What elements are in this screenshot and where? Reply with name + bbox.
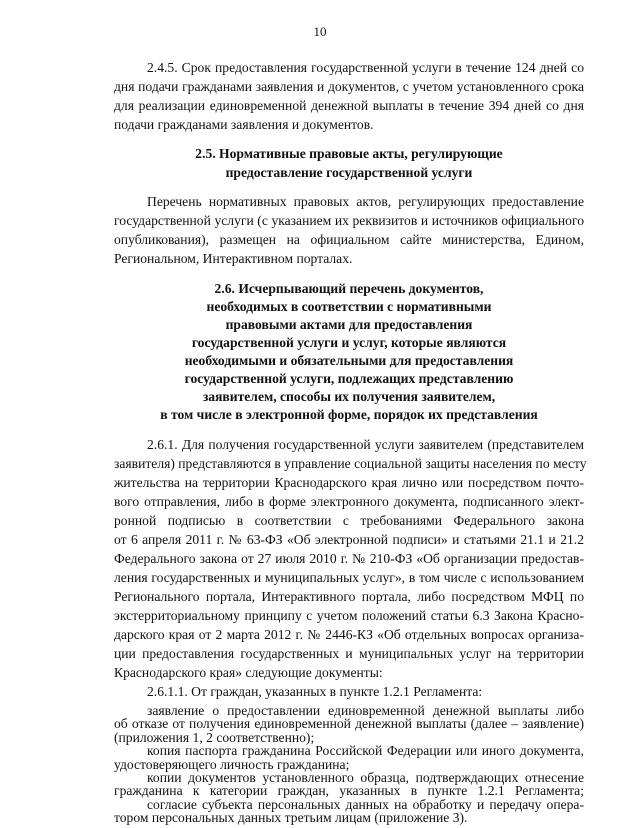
paragraph-2-6-1-line: жительства на территории Краснодарского края лично или посредством почто- — [114, 475, 584, 490]
list-item-application: об отказе от получения единовременной денежной выплаты (далее – заявление) — [114, 716, 584, 732]
list-item-passport-copy: копия паспорта гражданина Российской Федерации или иного документа, — [147, 743, 584, 759]
paragraph-2-6-1-line: Регионального портала, Интерактивного портала, либо посредством МФЦ по — [114, 589, 584, 604]
paragraph-2-4-5-line: для реализации единовременной денежной выплаты в течение 394 дней со дня — [114, 98, 584, 113]
paragraph-2-5-line: Перечень нормативных правовых актов, регулирующих предоставление — [147, 194, 584, 209]
paragraph-2-4-5-line: 2.4.5. Срок предоставления государственной услуги в течение 124 дней со — [147, 60, 584, 75]
page-number: 10 — [313, 24, 327, 39]
section-heading-2-6: 2.6. Исчерпывающий перечень документов, — [214, 281, 484, 296]
list-item-consent: согласие субъекта персональных данных на обработку и передачу опера- — [147, 796, 584, 812]
section-heading-2-5: 2.5. Нормативные правовые акты, регулирующие — [195, 146, 503, 161]
section-heading-2-6: необходимыми и обязательными для предоставления — [184, 353, 514, 368]
section-heading-2-6: заявителем, способы их получения заявителем, — [202, 389, 496, 404]
paragraph-2-6-1-line: ронной подписью в соответствии с требованиями Федерального закона — [114, 513, 584, 528]
list-item-documents-copy: копии документов установленного образца, подтверждающих отнесение — [147, 770, 584, 785]
list-item-documents-copy: гражданина к категории граждан, указанных в пункте 1.2.1 Регламента; — [114, 783, 584, 799]
paragraph-2-6-1-line: ции предоставления государственных и муниципальных услуг на территории — [114, 646, 584, 661]
paragraph-2-6-1-line: от 6 апреля 2011 г. № 63-ФЗ «Об электронной подписи» и статьями 21.1 и 21.2 — [114, 532, 584, 547]
paragraph-2-6-1-line: 2.6.1. Для получения государственной услуги заявителем (представителем — [147, 437, 584, 452]
list-item-application: заявление о предоставлении единовременной денежной выплаты либо — [147, 703, 584, 718]
paragraph-2-6-1-line: Федерального закона от 27 июля 2010 г. № 210-ФЗ «Об организации предостав- — [114, 551, 584, 566]
paragraph-2-4-5-line: подачи гражданами заявления и документов. — [114, 117, 374, 132]
paragraph-2-6-1-line: вого отправления, либо в форме электронного документа, подписанного элект- — [114, 494, 584, 509]
paragraph-2-6-1-line: Краснодарского края» следующие документы: — [114, 665, 383, 680]
paragraph-2-6-1-line: дарского края от 2 марта 2012 г. № 2446-КЗ «Об отдельных вопросах организа- — [114, 627, 584, 642]
list-item-passport-copy: удостоверяющего личность гражданина; — [114, 756, 350, 772]
paragraph-2-6-1-1: 2.6.1.1. От граждан, указанных в пункте 1.2.1 Регламента: — [147, 684, 483, 699]
section-heading-2-6: правовыми актами для предоставления — [225, 317, 473, 332]
paragraph-2-5-line: опубликования), размещен на официальном сайте министерства, Едином, — [114, 232, 584, 247]
paragraph-2-5-line: государственной услуги (с указанием их реквизитов и источников официального — [114, 213, 584, 228]
section-heading-2-6: государственной услуги, подлежащих представлению — [184, 371, 514, 386]
paragraph-2-6-1-line: заявителя) представляются в управление социальной защиты населения по месту — [114, 456, 587, 471]
section-heading-2-5: предоставление государственной услуги — [225, 165, 473, 180]
paragraph-2-4-5-line: дня подачи гражданами заявления и документов, с учетом установленного срока — [114, 79, 584, 94]
list-item-application: (приложения 1, 2 соответственно); — [114, 729, 315, 745]
section-heading-2-6: в том числе в электронной форме, порядок их представления — [160, 407, 538, 422]
paragraph-2-5-line: Региональном, Интерактивном порталах. — [114, 251, 353, 266]
list-item-consent: тором персональных данных третьим лицам (приложение 3). — [114, 810, 468, 826]
section-heading-2-6: необходимых в соответствии с нормативными — [206, 299, 492, 314]
paragraph-2-6-1-line: экстерриториальному принципу с учетом положений статьи 6.3 Закона Красно- — [114, 608, 584, 623]
section-heading-2-6: государственной услуги и услуг, которые являются — [191, 335, 507, 350]
paragraph-2-6-1-line: ления государственных и муниципальных услуг», в том числе с использованием — [114, 570, 584, 585]
